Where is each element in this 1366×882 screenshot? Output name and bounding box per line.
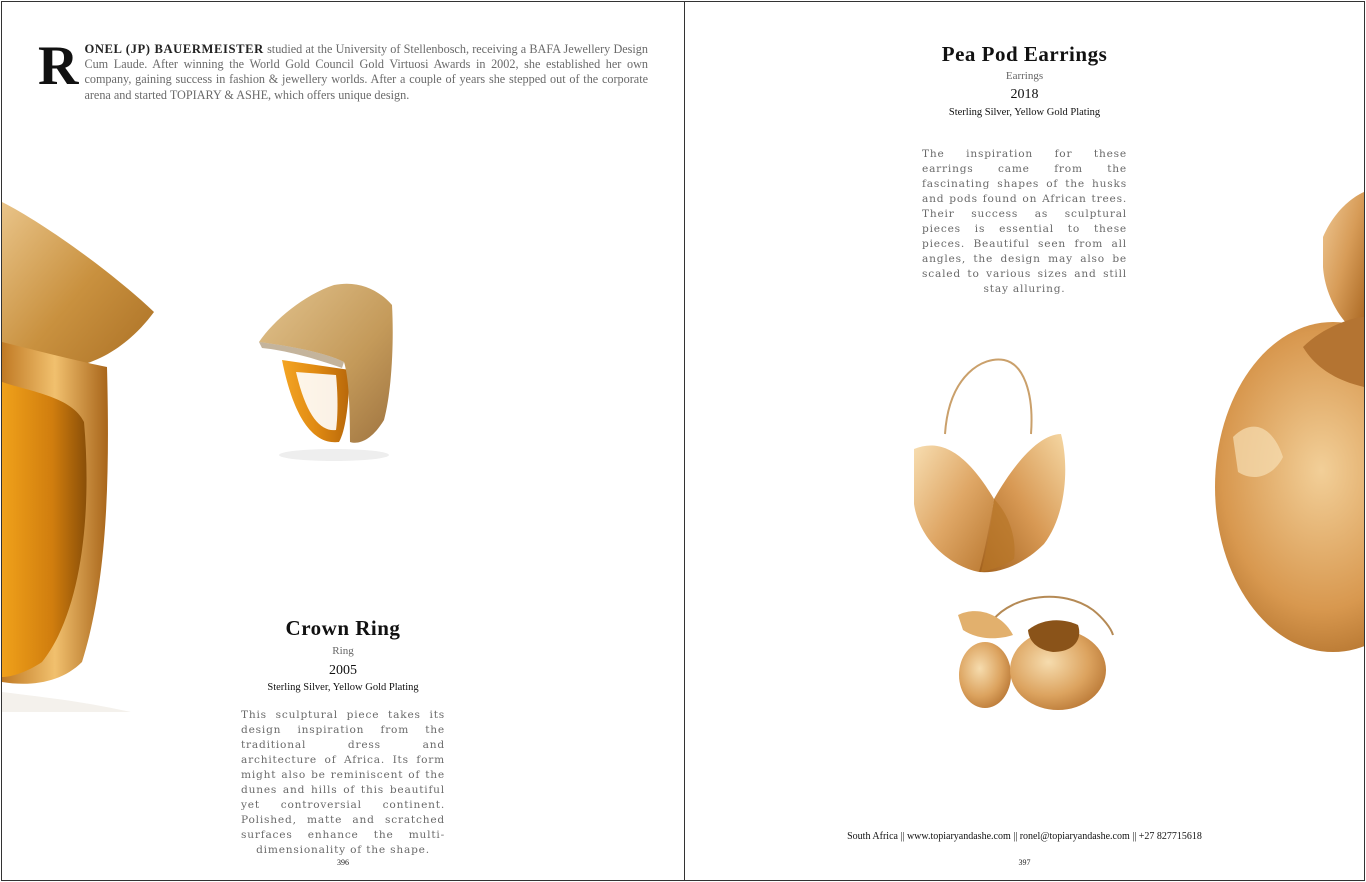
piece-category: Earrings — [1005, 70, 1044, 82]
piece-title: Pea Pod Earrings — [941, 42, 1108, 66]
drop-cap: R — [38, 35, 79, 97]
crown-ring-photo — [254, 280, 399, 465]
page-number: 397 — [1018, 858, 1031, 867]
piece-material: Sterling Silver, Yellow Gold Plating — [267, 682, 419, 693]
piece-category: Ring — [332, 645, 354, 657]
piece-description: This sculptural piece takes its design inspiration from the traditional dress and architecture of Africa. Its form might also be reminiscent of the dunes and hills of this beautiful yet controversial continent. Polished, matte and scratched surfaces enhance the multi-dimensionality of the shape. — [241, 709, 445, 856]
artist-name: ONEL (JP) BAUERMEISTER — [84, 42, 264, 56]
artist-bio-text: studied at the University of Stellenbosch, receiving a BAFA Jewellery Design Cum Laude. After winning the World Gold Council Gold Virtuosi Awards in 2002, she established her own company, gaining success in fashion & jewellery worlds. After a couple of years she stepped out of the corporate arena and started TOPIARY & ASHE, which offers unique design. — [84, 42, 648, 102]
page-number: 396 — [337, 858, 349, 867]
piece-year: 2018 — [1010, 87, 1039, 102]
contact-footer: South Africa || www.topiaryandashe.com || ronel@topiaryandashe.com || +27 827715618 — [847, 831, 1202, 842]
pea-pod-earring-front-photo — [909, 354, 1084, 579]
pea-pod-earring-closeup-photo — [1213, 187, 1364, 687]
piece-title: Crown Ring — [285, 616, 401, 640]
pea-pod-earring-side-photo — [953, 590, 1133, 715]
right-page — [685, 2, 1364, 880]
left-page — [2, 2, 685, 880]
artist-intro-paragraph — [38, 35, 648, 103]
piece-year: 2005 — [329, 663, 357, 678]
piece-material: Sterling Silver, Yellow Gold Plating — [948, 107, 1101, 118]
piece-description: The inspiration for these earrings came from the fascinating shapes of the husks and pods found on African trees. Their success as sculptural pieces is essential to these pieces. Beautiful seen from all angles, the design may also be scaled to various sizes and still stay alluring. — [922, 148, 1127, 295]
book-spread — [1, 1, 1365, 881]
